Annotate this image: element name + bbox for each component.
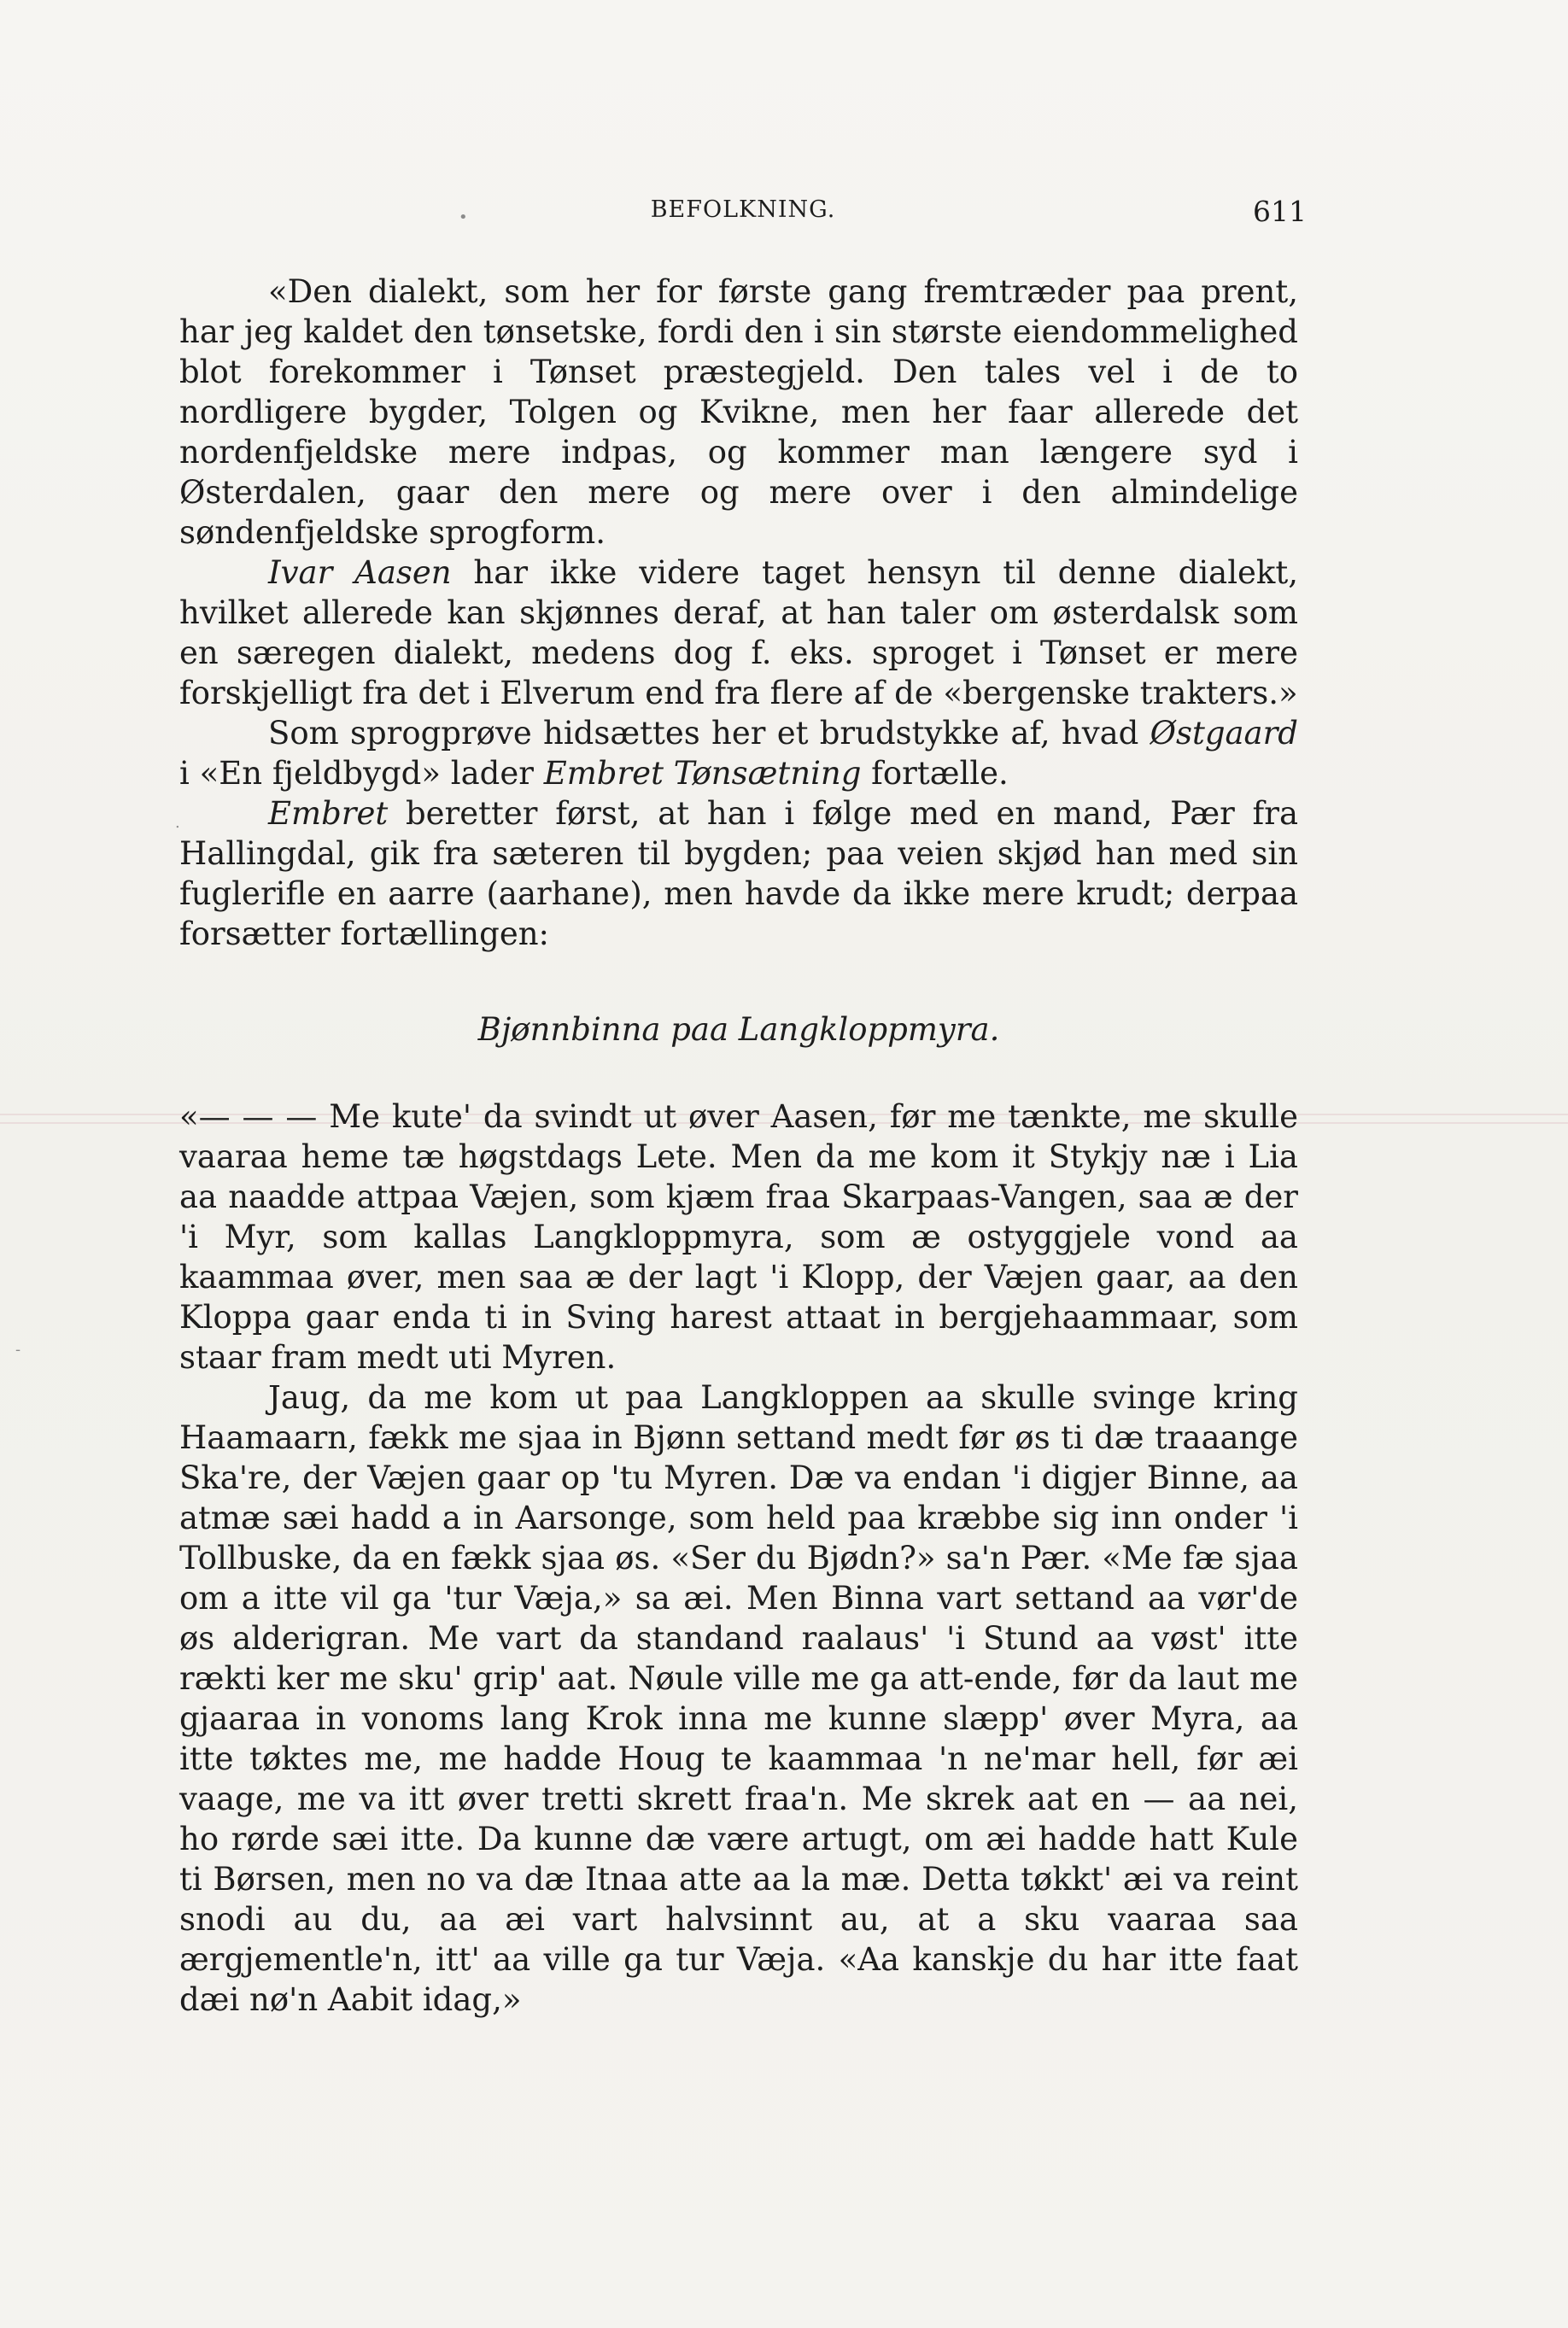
paragraph-ivar-aasen bbox=[179, 553, 1298, 713]
character-name: Embret bbox=[268, 795, 389, 832]
author-name: Ivar Aasen bbox=[268, 554, 452, 591]
running-head: BEFOLKNING. bbox=[650, 196, 836, 223]
paragraph-dialect-description: «Den dialekt, som her for første gang fremtræder paa prent, har jeg kaldet den tønsetske, fordi den i sin største eiendommelighed blot forekommer i Tønset præstegjeld. Den tales vel i de to nordligere bygder, Tolgen og Kvikne, men her faar allerede det nordenfjeldske mere indpas, og kommer man længere syd i Østerdalen, gaar den mere og mere over i den almindelige søndenfjeldske sprogform. bbox=[179, 273, 1298, 551]
print-speck: . bbox=[175, 814, 180, 832]
paragraph-text: har ikke videre taget hensyn til denne dialekt, hvilket allerede kan skjønnes deraf, at han taler om østerdalsk som en særegen dialekt, medens dog f. eks. sproget i Tønset er mere forskjelligt fra det i Elverum end fra flere af de «bergenske trakters.» bbox=[179, 554, 1298, 711]
paragraph-sample-intro bbox=[179, 713, 1298, 793]
section-title: Bjønnbinna paa Langkloppmyra. bbox=[477, 1011, 1000, 1048]
character-name: Embret Tønsætning bbox=[543, 755, 862, 792]
print-speck: • bbox=[459, 208, 468, 226]
dialect-paragraph-1: «— — — Me kute' da svindt ut øver Aasen, før me tænkte, me skulle vaaraa heme tæ høgstdags Lete. Men da me kom it Stykjy næ i Lia aa naadde attpaa Væjen, som kjæm fraa Skarpaas-Vangen, saa æ der 'i Myr, som kallas Langkloppmyra, som æ ostyggjele vond aa kaammaa øver, men saa æ der lagt 'i Klopp, der Væjen gaar, aa den Kloppa gaar enda ti in Sving harest attaat in bergjehaammaar, som staar fram medt uti Myren. bbox=[179, 1098, 1298, 1376]
paragraph-text: beretter først, at han i følge med en mand, Pær fra Hallingdal, gik fra sæteren til bygden; paa veien skjød han med sin fuglerifle en aarre (aarhane), men havde da ikke mere krudt; derpaa forsætter fortællingen: bbox=[179, 795, 1298, 952]
paragraph-story-intro bbox=[179, 793, 1298, 954]
print-speck: - bbox=[15, 1341, 21, 1359]
dialect-paragraph-2: Jaug, da me kom ut paa Langkloppen aa skulle svinge kring Haamaarn, fækk me sjaa in Bjønn settand medt før øs ti dæ traaange Ska're, der Væjen gaar op 'tu Myren. Dæ va endan 'i digjer Binne, aa atmæ sæi hadd a in Aarsonge, som held paa kræbbe sig inn onder 'i Tollbuske, da en fækk sjaa øs. «Ser du Bjødn?» sa'n Pær. «Me fæ sjaa om a itte vil ga 'tur Væja,» sa æi. Men Binna vart settand aa vør'de øs alderigran. Me vart da standand raalaus' 'i Stund aa vøst' itte rækti ker me sku' grip' aat. Nøule ville me ga att-ende, før da laut me gjaaraa in vonoms lang Krok inna me kunne slæpp' øver Myra, aa itte tøktes me, me hadde Houg te kaammaa 'n ne'mar hell, før æi vaage, me va itt øver tretti skrett fraa'n. Me skrek aat en — aa nei, ho rørde sæi itte. Da kunne dæ være artugt, om æi hadde hatt Kule ti Børsen, men no va dæ Itnaa atte aa la mæ. Detta tøkkt' æi va reint snodi au du, aa æi vart halvsinnt au, at a sku vaaraa saa ærgjementle'n, itt' aa ville ga tur Væja. «Aa kanskje du har itte faat dæi nø'n Aabit idag,» bbox=[179, 1379, 1298, 2018]
paragraph-text: fortælle. bbox=[861, 755, 1009, 792]
paragraph-text: i «En fjeldbygd» lader bbox=[179, 755, 544, 792]
author-name: Østgaard bbox=[1150, 715, 1298, 752]
page-number: 611 bbox=[1253, 195, 1307, 228]
page-header bbox=[179, 193, 1307, 236]
main-text bbox=[179, 272, 1298, 2020]
paragraph-text: Som sprogprøve hidsættes her et brudstykke af, hvad bbox=[268, 715, 1150, 752]
